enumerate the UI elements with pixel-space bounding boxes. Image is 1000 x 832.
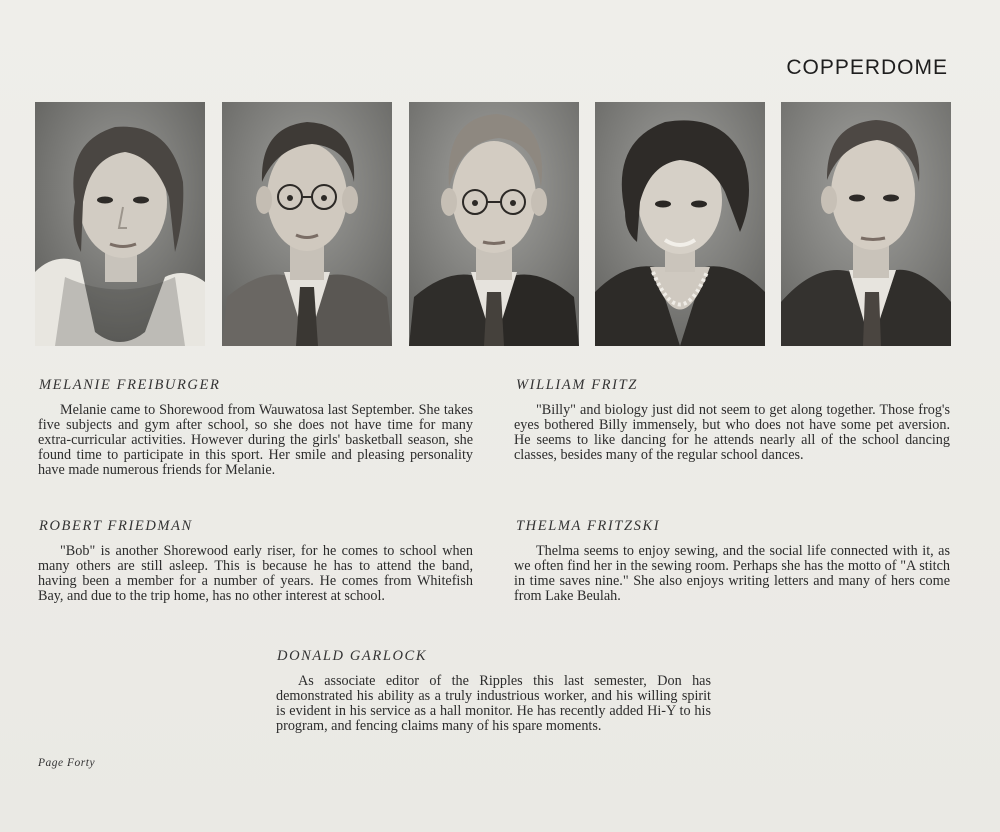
page-number-footer: Page Forty — [38, 757, 96, 769]
name-thelma-fritzski: THELMA FRITZSKI — [516, 518, 661, 534]
name-robert-friedman: ROBERT FRIEDMAN — [39, 518, 193, 534]
name-william-fritz: WILLIAM FRITZ — [516, 377, 638, 393]
bio-thelma-fritzski: Thelma seems to enjoy sewing, and the social life connected with it, as we often find her in the sewing room. Perhaps she has the motto of "A stitch in time saves nine." She also enjoys writing letters and many of hers come from Lake Beulah. — [514, 543, 950, 604]
name-melanie-freiburger: MELANIE FREIBURGER — [39, 377, 221, 393]
bio-donald-garlock: As associate editor of the Ripples this last semester, Don has demonstrated his ability as a truly industrious worker, and his willing spirit is evident in his service as a hall monitor. He has recently added Hi-Y to his program, and fencing claims many of his spare moments. — [276, 673, 711, 734]
portrait-melanie-freiburger — [35, 102, 205, 346]
portrait-robert-friedman — [222, 102, 392, 346]
bio-william-fritz: "Billy" and biology just did not seem to get along together. Those frog's eyes bothered Billy immensely, but who does not have some pet aversion. He seems to like dancing for he attends nearly all of the school dancing classes, besides many of the regular school dances. — [514, 402, 950, 463]
name-donald-garlock: DONALD GARLOCK — [277, 648, 428, 664]
portrait-william-fritz — [409, 102, 579, 346]
page-header-title: COPPERDOME — [786, 56, 948, 79]
portrait-thelma-fritzski — [595, 102, 765, 346]
bio-melanie-freiburger: Melanie came to Shorewood from Wauwatosa last September. She takes five subjects and gym after school, so she does not have time for many extra-curricular activities. However during the girls' basketball season, she found time to participate in this sport. Her smile and pleasing personality have made numerous friends for Melanie. — [38, 402, 473, 478]
bio-robert-friedman: "Bob" is another Shorewood early riser, for he comes to school when many others are still asleep. This is because he has to attend the band, having been a member for a number of years. He comes from Whitefish Bay, and due to the trip home, has no other interest at school. — [38, 543, 473, 604]
portrait-donald-garlock — [781, 102, 951, 346]
